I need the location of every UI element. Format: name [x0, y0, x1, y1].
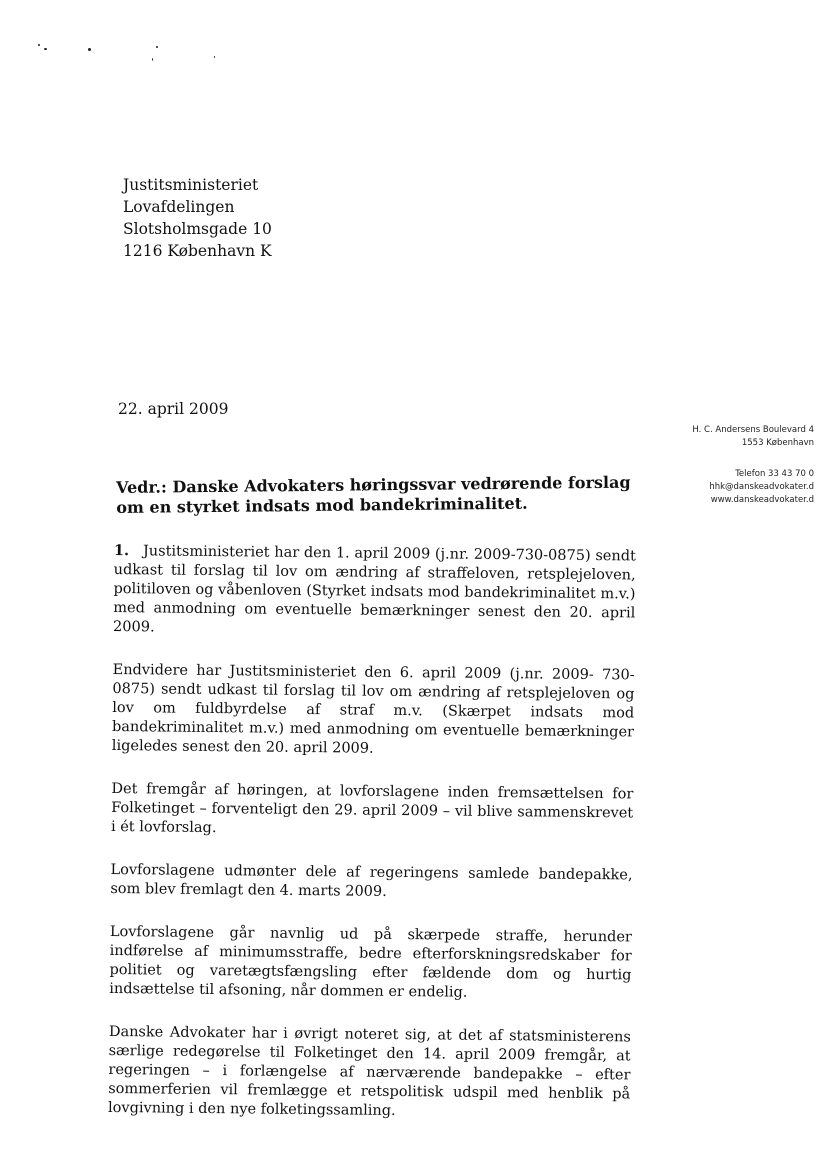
recipient-department: Lovafdelingen: [123, 198, 235, 216]
scan-speck: [152, 58, 153, 61]
sender-info: [644, 424, 814, 507]
sender-email: hhk@danskeadvokater.d: [709, 482, 814, 492]
paragraph-3: Det fremgår af høringen, at lovforslagene inden fremsættelsen for Folketinget – forventeligt den 29. april 2009 – vil blive sammenskrevet i ét lovforslag.: [110, 780, 634, 837]
paragraph-number: 1.: [113, 541, 130, 560]
paragraph-6: Danske Advokater har i øvrigt noteret sig, at det af statsministerens særlige redegørelse til Folketinget den 14. april 2009 fremgår, at regeringen – i forlængelse af nærværende bandepakke – efter sommerferien vil fremlægge et retspolitisk udspil med henblik på lovgivning i den nye folketingssamling.: [107, 1023, 631, 1119]
paragraph-1: [113, 541, 636, 642]
sender-address-street: H. C. Andersens Boulevard 4: [692, 425, 814, 435]
sender-address-city: 1553 København: [741, 438, 814, 448]
scan-speck: [44, 48, 47, 50]
recipient-name: Justitsministeriet: [123, 176, 259, 194]
recipient-city: 1216 København K: [123, 242, 272, 260]
sender-website: www.danskeadvokater.d: [710, 495, 814, 505]
paragraph-2: Endvidere har Justitsministeriet den 6. april 2009 (j.nr. 2009- 730-0875) sendt udkast til forslag til lov om ændring af retsplejeloven og lov om fuldbyrdelse af straf m.v. (Skærpet indsats mod bandekriminalitet m.v.) med anmodning om eventuelle bemærkninger ligeledes senest den 20. april 2009.: [111, 661, 635, 757]
sender-spacer: [644, 450, 814, 468]
sender-phone: Telefon 33 43 70 0: [735, 469, 814, 479]
scan-speck: [156, 46, 158, 48]
scan-speck: [214, 56, 215, 58]
scan-speck: [38, 44, 40, 46]
recipient-street: Slotsholmsgade 10: [123, 220, 272, 238]
recipient-address: [123, 174, 272, 262]
scan-speck: [88, 48, 91, 51]
letter-date: 22. april 2009: [118, 400, 229, 418]
paragraph-4: Lovforslagene udmønter dele af regeringens samlede bandepakke, som blev fremlagt den 4. marts 2009.: [110, 861, 633, 900]
paragraph-1-text: Justitsministeriet har den 1. april 2009 (j.nr. 2009-730-0875) sendt udkast til forslag til lov om ændring af straffeloven, retsplejeloven, politiloven og våbenloven (Styrket indsats mod bandekriminalitet m.v.) med anmodning om eventuelle bemærkninger senest den 20. april 2009.: [113, 543, 636, 636]
letter-subject: Vedr.: Danske Advokaters høringssvar vedrørende forslag om en styrket indsats mod bandekriminalitet.: [116, 472, 631, 517]
paragraph-5: Lovforslagene går navnlig ud på skærpede straffe, herunder indførelse af minimumsstraffe, bedre efterforskningsredskaber for politiet og varetægtsfængsling efter fældende dom og hurtig indsættelse til afsoning, når dommen er endelig.: [109, 923, 632, 1001]
letter-body: [108, 541, 636, 1147]
scan-specks: [30, 38, 230, 68]
